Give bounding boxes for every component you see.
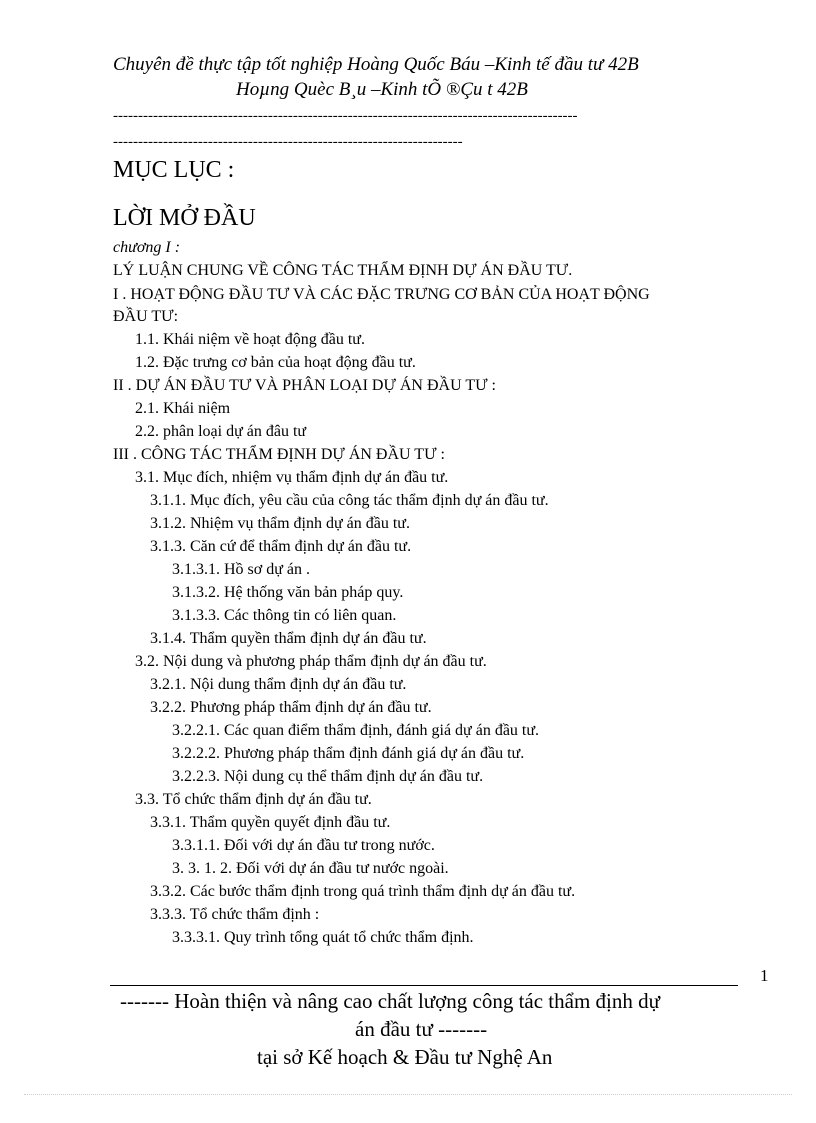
toc-entry: 3.2.2.2. Phương pháp thẩm định đánh giá dự án đầu tư.	[172, 745, 525, 762]
toc-entry: 3.1.1. Mục đích, yêu cầu của công tác thẩm định dự án đầu tư.	[150, 492, 549, 509]
toc-entry: II . DỰ ÁN ĐẦU TƯ VÀ PHÂN LOẠI DỰ ÁN ĐẦU TƯ :	[113, 377, 496, 394]
toc-entry: 1.2. Đặc trưng cơ bản của hoạt động đầu tư.	[135, 354, 416, 371]
toc-entry: 3.2.1. Nội dung thẩm định dự án đầu tư.	[150, 676, 407, 693]
header-line-1: Chuyên đề thực tập tốt nghiệp Hoàng Quốc Báu –Kinh tế đầu tư 42B	[113, 54, 639, 75]
header-dash-line-2: ----------------------------------------------------------------------	[113, 134, 463, 150]
toc-entry: 3.3.2. Các bước thẩm định trong quá trình thẩm định dự án đầu tư.	[150, 883, 576, 900]
toc-entry: 3.2. Nội dung và phương pháp thẩm định dự án đầu tư.	[135, 653, 487, 670]
toc-entry: ĐẦU TƯ:	[113, 308, 179, 325]
toc-entry: 3.3.1. Thẩm quyền quyết định đầu tư.	[150, 814, 391, 831]
toc-entry: 3.1.4. Thẩm quyền thẩm định dự án đầu tư.	[150, 630, 427, 647]
toc-entry: 2.1. Khái niệm	[135, 400, 231, 417]
header-dash-line-1: ---------------------------------------------------------------------------------------------	[113, 108, 578, 124]
toc-entry: 3.3. Tổ chức thẩm định dự án đầu tư.	[135, 791, 372, 808]
footer-rule	[110, 985, 738, 986]
footer-line-3: tại sở Kế hoạch & Đầu tư Nghệ An	[257, 1045, 553, 1069]
toc-entry: I . HOẠT ĐỘNG ĐẦU TƯ VÀ CÁC ĐẶC TRƯNG CƠ BẢN CỦA HOẠT ĐỘNG	[113, 286, 650, 303]
toc-entry: 3.1.3.1. Hồ sơ dự án .	[172, 561, 311, 578]
toc-entry: 3.1.3. Căn cứ để thẩm định dự án đầu tư.	[150, 538, 412, 555]
toc-entry: 2.2. phân loại dự án đâu tư	[135, 423, 307, 440]
footer-line-1: ------- Hoàn thiện và nâng cao chất lượng công tác thẩm định dự	[120, 989, 661, 1013]
toc-entry: 3.1.3.2. Hệ thống văn bản pháp quy.	[172, 584, 404, 601]
toc-entry: 1.1. Khái niệm về hoạt động đầu tư.	[135, 331, 365, 348]
header-line-2: Hoµng Quèc B¸u –Kinh tÕ ®Çu t 42B	[236, 79, 528, 100]
toc-entry: 3.3.1.1. Đối với dự án đầu tư trong nước.	[172, 837, 435, 854]
toc-entry: III . CÔNG TÁC THẨM ĐỊNH DỰ ÁN ĐẦU TƯ :	[113, 446, 445, 463]
toc-entry: LÝ LUẬN CHUNG VỀ CÔNG TÁC THẨM ĐỊNH DỰ ÁN ĐẦU TƯ.	[113, 262, 573, 279]
toc-entry: 3.3.3. Tổ chức thẩm định :	[150, 906, 320, 923]
toc-entry: 3.1. Mục đích, nhiệm vụ thẩm định dự án đầu tư.	[135, 469, 449, 486]
toc-entry: 3.1.3.3. Các thông tin có liên quan.	[172, 607, 397, 624]
page-edge-rule	[24, 1094, 792, 1095]
chapter-label: chương I :	[113, 239, 181, 256]
toc-entry: 3.2.2. Phương pháp thẩm định dự án đầu tư.	[150, 699, 432, 716]
toc-entry: 3.1.2. Nhiệm vụ thẩm định dự án đầu tư.	[150, 515, 410, 532]
toc-entry: 3.2.2.1. Các quan điểm thẩm định, đánh giá dự án đầu tư.	[172, 722, 540, 739]
toc-entry: 3. 3. 1. 2. Đối với dự án đầu tư nước ngoài.	[172, 860, 449, 877]
toc-entry: 3.3.3.1. Quy trình tổng quát tổ chức thẩm định.	[172, 929, 474, 946]
footer-line-2: án đầu tư -------	[355, 1017, 488, 1041]
toc-entry: 3.2.2.3. Nội dung cụ thể thẩm định dự án đầu tư.	[172, 768, 484, 785]
page-number: 1	[760, 966, 769, 985]
toc-title: MỤC LỤC :	[113, 157, 235, 183]
intro-heading: LỜI MỞ ĐẦU	[113, 205, 256, 231]
